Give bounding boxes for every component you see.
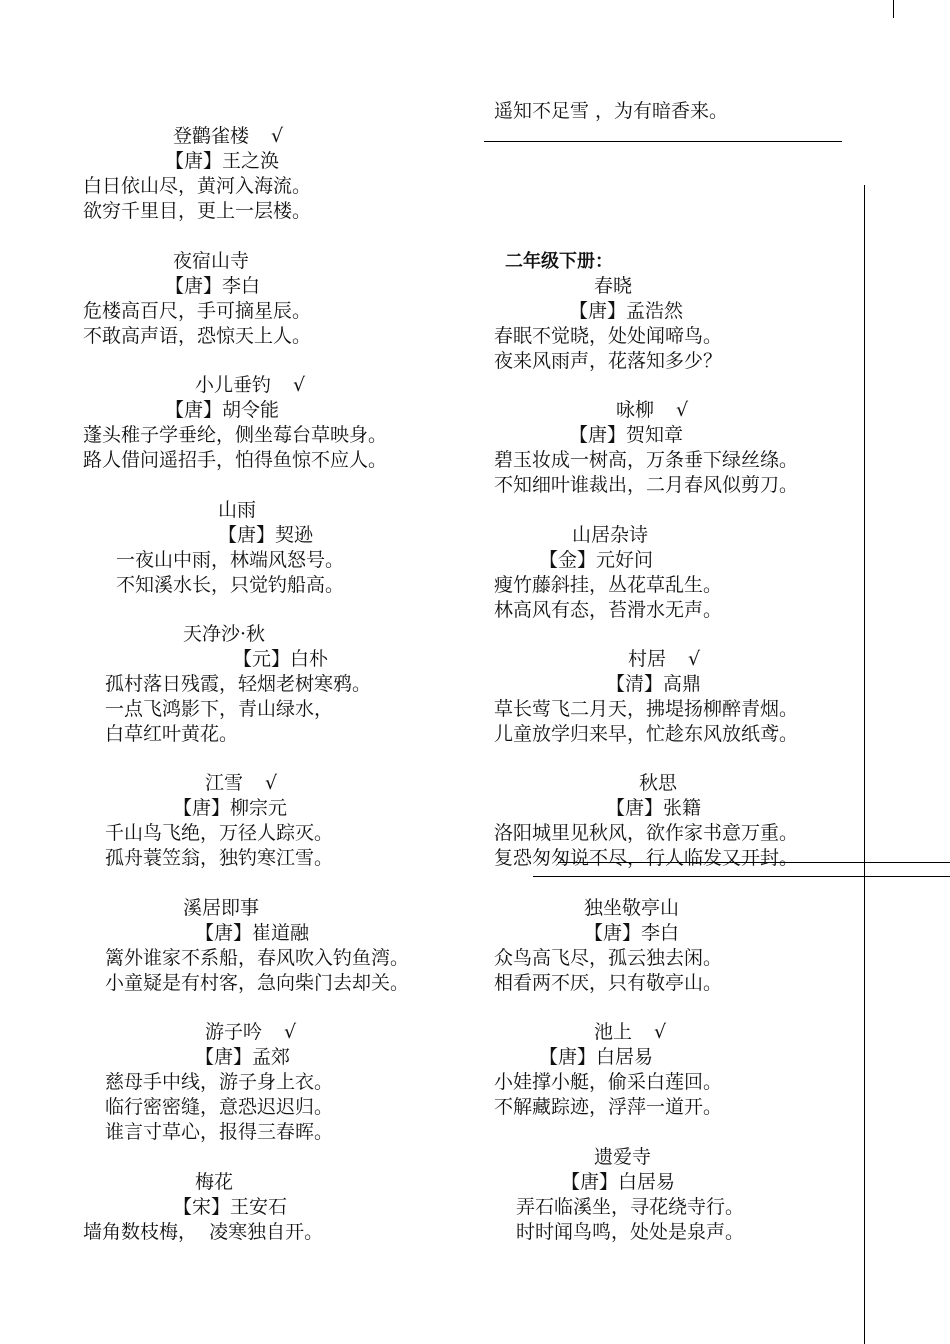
poem-line: 弄石临溪坐，寻花绕寺行。 bbox=[516, 1196, 745, 1218]
poem-line: 小娃撑小艇，偷采白莲回。 bbox=[494, 1071, 723, 1093]
poem-author: 【元】白朴 bbox=[233, 648, 329, 670]
poem-title bbox=[83, 896, 409, 921]
poem-line: 墙角数枝梅， 凌寒独自开。 bbox=[83, 1221, 324, 1243]
poem-title bbox=[83, 249, 311, 274]
poem-du-zuo-jing-ting-shan bbox=[494, 896, 722, 996]
poem-title-text: 江雪 bbox=[205, 772, 244, 794]
poem-title-text: 遗爱寺 bbox=[594, 1146, 652, 1168]
poem-title bbox=[83, 622, 371, 647]
poem-author: 【唐】王之涣 bbox=[165, 150, 280, 172]
poem-author: 【唐】崔道融 bbox=[195, 922, 310, 944]
poem-author: 【唐】李白 bbox=[584, 922, 680, 944]
poem-line: 春眠不觉晓，处处闻啼鸟。 bbox=[494, 325, 723, 347]
poem-line: 临行密密缝，意恐迟迟归。 bbox=[105, 1096, 334, 1118]
poem-title bbox=[494, 523, 722, 548]
poem-continuation bbox=[494, 99, 728, 124]
poem-author: 【唐】契逊 bbox=[218, 524, 314, 546]
poem-title-text: 村居 bbox=[628, 648, 667, 670]
poem-line: 孤村落日残霞，轻烟老树寒鸦。 bbox=[105, 673, 372, 695]
poem-author: 【金】元好问 bbox=[539, 549, 654, 571]
poem-title-text: 春晓 bbox=[594, 275, 633, 297]
poem-line: 慈母手中线，游子身上衣。 bbox=[105, 1071, 334, 1093]
poem-you-zi-yin bbox=[83, 1020, 333, 1145]
poem-title-text: 池上 bbox=[594, 1021, 633, 1043]
poem-title-text: 游子吟 bbox=[205, 1021, 263, 1043]
poem-title-text: 山居杂诗 bbox=[572, 524, 649, 546]
poem-title bbox=[83, 771, 333, 796]
top-tick-line bbox=[893, 0, 894, 18]
right-border-line bbox=[864, 185, 865, 1344]
poem-line: 瘦竹藤斜挂，丛花草乱生。 bbox=[494, 574, 723, 596]
poem-title bbox=[494, 647, 798, 672]
poem-chun-xiao bbox=[494, 274, 722, 374]
poem-author: 【唐】张籍 bbox=[606, 797, 702, 819]
poem-title bbox=[494, 274, 722, 299]
poem-author: 【唐】孟郊 bbox=[195, 1046, 291, 1068]
poem-author: 【唐】胡令能 bbox=[165, 399, 280, 421]
poem-xiao-er-chui-diao bbox=[83, 373, 387, 473]
poem-line: 白草红叶黄花。 bbox=[105, 723, 239, 745]
poem-line: 碧玉妆成一树高，万条垂下绿丝绦。 bbox=[494, 449, 799, 471]
poem-title bbox=[494, 771, 798, 796]
poem-title bbox=[494, 398, 798, 423]
check-mark: √ bbox=[676, 399, 689, 421]
poem-line: 一点飞鸿影下，青山绿水， bbox=[105, 698, 334, 720]
poem-title bbox=[83, 124, 311, 149]
poem-author: 【唐】李白 bbox=[165, 275, 261, 297]
poem-line: 蓬头稚子学垂纶，侧坐莓台草映身。 bbox=[83, 424, 388, 446]
poem-line: 林高风有态，苔滑水无声。 bbox=[494, 599, 723, 621]
poem-title-text: 溪居即事 bbox=[183, 897, 260, 919]
poem-line: 小童疑是有村客，急向柴门去却关。 bbox=[105, 972, 410, 994]
poem-line: 谁言寸草心，报得三春晖。 bbox=[105, 1121, 334, 1143]
poem-deng-guan-que-lou bbox=[83, 124, 311, 224]
poem-title bbox=[83, 1020, 333, 1045]
poem-ye-su-shan-si bbox=[83, 249, 311, 349]
poem-yong-liu bbox=[494, 398, 798, 498]
poem-title-text: 夜宿山寺 bbox=[173, 250, 250, 272]
poem-line: 草长莺飞二月天，拂堤扬柳醉青烟。 bbox=[494, 698, 799, 720]
poem-mei-hua bbox=[83, 1170, 323, 1245]
poem-author: 【唐】贺知章 bbox=[569, 424, 684, 446]
poem-title-text: 登鹳雀楼 bbox=[173, 125, 250, 147]
poem-line: 相看两不厌，只有敬亭山。 bbox=[494, 972, 723, 994]
poem-jiang-xue bbox=[83, 771, 333, 871]
poem-line: 儿童放学归来早，忙趁东风放纸鸢。 bbox=[494, 723, 799, 745]
poem-line: 时时闻鸟鸣，处处是泉声。 bbox=[516, 1221, 745, 1243]
poem-line: 不知细叶谁裁出，二月春风似剪刀。 bbox=[494, 474, 799, 496]
poem-title bbox=[494, 1145, 744, 1170]
poem-title bbox=[83, 1170, 323, 1195]
crossing-line-lower bbox=[533, 876, 950, 877]
poem-chi-shang bbox=[494, 1020, 722, 1120]
poem-line: 千山鸟飞绝，万径人踪灭。 bbox=[105, 822, 334, 844]
poem-title-text: 山雨 bbox=[218, 499, 257, 521]
poem-line: 危楼高百尺，手可摘星辰。 bbox=[83, 300, 312, 322]
poem-shan-yu bbox=[83, 498, 344, 598]
poem-line: 篱外谁家不系船，春风吹入钓鱼湾。 bbox=[105, 947, 410, 969]
poem-line: 遥知不足雪 ，为有暗香来。 bbox=[494, 100, 729, 122]
poem-line: 路人借问遥招手，怕得鱼惊不应人。 bbox=[83, 449, 388, 471]
continuation-divider bbox=[484, 141, 842, 142]
poem-title-text: 独坐敬亭山 bbox=[584, 897, 680, 919]
poem-title-text: 秋思 bbox=[639, 772, 678, 794]
poem-author: 【唐】孟浩然 bbox=[569, 300, 684, 322]
poem-line: 洛阳城里见秋风，欲作家书意万重。 bbox=[494, 822, 799, 844]
poem-line: 不知溪水长，只觉钓船高。 bbox=[116, 574, 345, 596]
poem-line: 不敢高声语，恐惊天上人。 bbox=[83, 325, 312, 347]
poem-line: 不解藏踪迹，浮萍一道开。 bbox=[494, 1096, 723, 1118]
poem-line: 孤舟蓑笠翁，独钓寒江雪。 bbox=[105, 847, 334, 869]
check-mark: √ bbox=[654, 1021, 667, 1043]
poem-author: 【唐】白居易 bbox=[561, 1171, 676, 1193]
check-mark: √ bbox=[688, 648, 701, 670]
poem-qiu-si bbox=[494, 771, 798, 871]
poem-author: 【唐】白居易 bbox=[539, 1046, 654, 1068]
poem-line: 众鸟高飞尽，孤云独去闲。 bbox=[494, 947, 723, 969]
poem-tian-jing-sha-qiu bbox=[83, 622, 371, 747]
poem-title-text: 小儿垂钓 bbox=[195, 374, 272, 396]
poem-title bbox=[83, 373, 387, 398]
check-mark: √ bbox=[293, 374, 306, 396]
poem-title-text: 咏柳 bbox=[616, 399, 655, 421]
poem-line: 白日依山尽，黄河入海流。 bbox=[83, 175, 312, 197]
poem-shan-ju-za-shi bbox=[494, 523, 722, 623]
poem-author: 【宋】王安石 bbox=[173, 1196, 288, 1218]
check-mark: √ bbox=[265, 772, 278, 794]
poem-title bbox=[494, 896, 722, 921]
poem-cun-ju bbox=[494, 647, 798, 747]
poem-yi-ai-si bbox=[494, 1145, 744, 1245]
poem-xi-ju-ji-shi bbox=[83, 896, 409, 996]
poem-title-text: 天净沙·秋 bbox=[183, 623, 266, 645]
check-mark: √ bbox=[284, 1021, 297, 1043]
poem-line: 一夜山中雨，林端风怒号。 bbox=[116, 549, 345, 571]
poem-line: 夜来风雨声，花落知多少？ bbox=[494, 350, 723, 372]
check-mark: √ bbox=[271, 125, 284, 147]
poem-author: 【清】高鼎 bbox=[606, 673, 702, 695]
poem-line: 欲穷千里目，更上一层楼。 bbox=[83, 200, 312, 222]
poem-title bbox=[83, 498, 344, 523]
poem-author: 【唐】柳宗元 bbox=[173, 797, 288, 819]
poem-line: 复恐匆匆说不尽，行人临发又开封。 bbox=[494, 847, 799, 869]
section-heading: 二年级下册： bbox=[505, 251, 613, 272]
poem-title bbox=[494, 1020, 722, 1045]
poem-title-text: 梅花 bbox=[195, 1171, 234, 1193]
